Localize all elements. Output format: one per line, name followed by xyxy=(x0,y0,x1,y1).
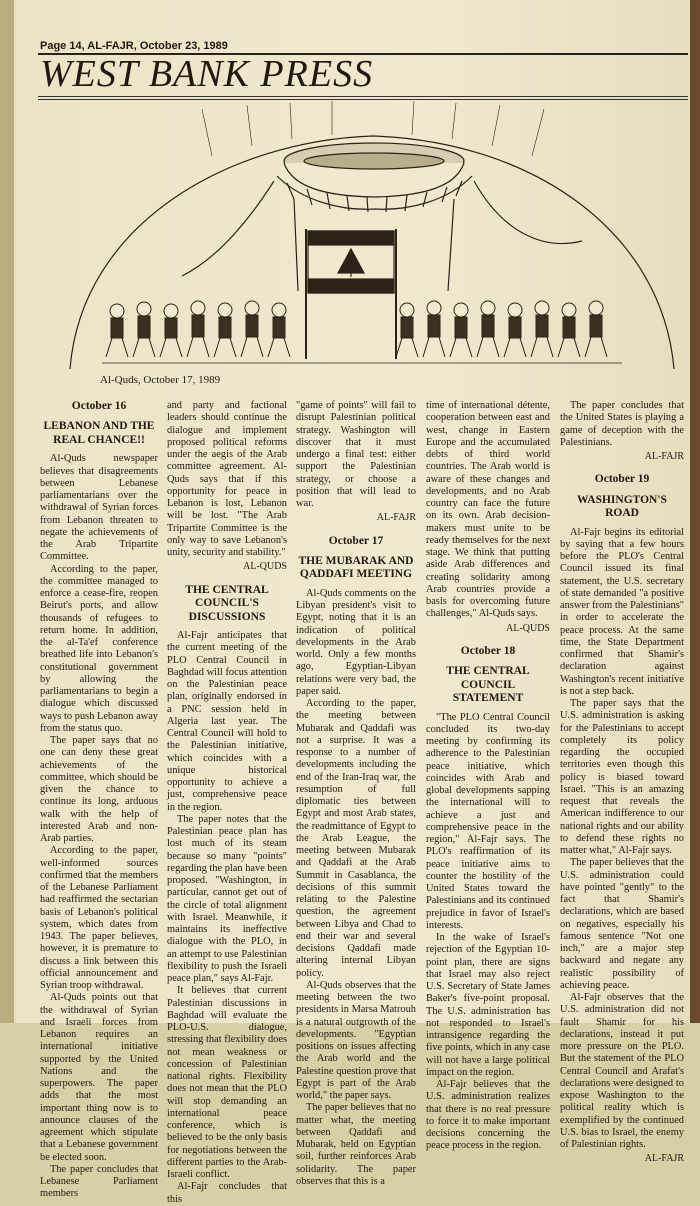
page-binding xyxy=(0,0,14,1023)
article-headline: THE CENTRAL COUNCIL'S DISCUSSIONS xyxy=(185,583,269,623)
article-paragraph: Al-Fajr believes that the U.S. administration realizes that there is no real pressure to force it to make important decisions concerning the peace process in the region. xyxy=(426,1079,550,1152)
column-2 xyxy=(167,400,287,1206)
article-paragraph: time of international détente, cooperation between east and west, change in Eastern Europe and the accumulated debts of third world countries. The Arab world is aware of these changes and developments, and no Arab country can face the future on its own. Arab decision-makers must unite to be ready themselves for the next stage. We think that putting aside Arab differences and creating solidarity among Arab countries provide a basis for overcoming future challenges," Al-Quds says. xyxy=(426,400,550,620)
column-date: October 16 xyxy=(71,400,127,412)
article-paragraph: Al-Fajr anticipates that the current meeting of the PLO Central Council in Baghdad will focus attention on the Palestinian peace plan, originally endorsed in a PNC session held in Algeria last year. The Central Council will hold to the Palestinian initiative, which coincides with a unique historical opportunity to achieve a just, comprehensive peace in the region. xyxy=(167,630,287,813)
article-paragraph: In the wake of Israel's rejection of the Egyptian 10-point plan, there are signs that Israel may also reject U.S. Secretary of State James Baker's five-point proposal. The U.S. administration has not responded to Israel's intransigence regarding the five points, which in any case will not have a large political impact on the region. xyxy=(426,932,550,1078)
soldiers-left xyxy=(106,301,290,357)
source-signature: AL-QUDS xyxy=(243,561,287,573)
article-paragraph: It believes that current Palestinian discussions in Baghdad will evaluate the PLO-U.S. dialogue, stressing that flexibility does not mean weakness or concession of Palestinian national rights. Flexibility does not mean that the PLO will stop demanding an international peace conference, which is believed to be the only basis for negotiations between the different parties to the Arab-Israeli conflict. xyxy=(167,985,287,1180)
source-signature: AL-FAJR xyxy=(376,512,416,524)
article-paragraph: The paper believes that no matter what, the meeting between Qaddafi and Mubarak, held on Egyptian soil, further reinforces Arab solidarity. The paper observes that this is a xyxy=(296,1102,416,1187)
column-5 xyxy=(560,400,684,1176)
column-date: October 19 xyxy=(594,473,650,486)
article-headline: THE MUBARAK AND QADDAFI MEETING xyxy=(298,554,414,581)
column-1 xyxy=(40,400,158,1201)
title-rule-2 xyxy=(38,99,688,100)
article-headline: LEBANON AND THE REAL CHANCE!! xyxy=(43,420,155,446)
article-paragraph: The paper says that no one can deny these great achievements of the committee, which should be given the chance to continue its long, arduous walk with the help of interested Arab and non-Arab parties. xyxy=(40,735,158,844)
cartoon-credit: Al-Quds, October 17, 1989 xyxy=(100,374,221,386)
article-paragraph: Al-Fajr begins its editorial by saying that a few hours before the PLO's Central Council issued its final statement, the U.S. secretary of state demanded "a positive answer from the Palestinians" in order to accelerate the peace process. At the same time, the State Department confirmed that Shamir's declaration against Washington's recent initiative is not a step back. xyxy=(560,526,684,697)
article-paragraph: Al-Fajr concludes that this xyxy=(167,1181,287,1205)
article-paragraph: The paper concludes that the United States is playing a game of deception with the Palestinians. xyxy=(560,400,684,448)
title-rule xyxy=(38,96,688,97)
article-paragraph: The paper believes that the U.S. administration could have pointed "gently" to the fact that Shamir's declarations, which are based on negatives, especially his famous sentence "Not one inch," are a major step backward and negate any realistic possibility of achieving peace. xyxy=(560,857,684,991)
article-paragraph: Al-Quds observes that the meeting between the two presidents in Marsa Matrouh is a natural outgrowth of the developments. "Egyptian positions on issues affecting the Arab world and the Palestine question prove that Egypt is part of the Arab world," the paper says. xyxy=(296,979,416,1101)
column-date: October 18 xyxy=(460,644,516,657)
article-paragraph: According to the paper, the meeting between Mubarak and Qaddafi was not a surprise. It was a response to a number of developments including the end of the Iran-Iraq war, the resumption of full diplomatic ties between Egypt and most Arab states, the readmittance of Egypt to the Arab League, the meeting between Mubarak and Qaddafi at the Arab Summit in Casablanca, the decisions of this summit relating to the Palestine question, the agreement between Libya and Chad to end their war and several decisions Qaddafi made altering internal Libyan policy. xyxy=(296,698,416,979)
column-3 xyxy=(296,400,416,1188)
article-paragraph: Al-Quds newspaper believes that disagreements between Lebanese parliamentarians over the withdrawal of Syrian forces from Lebanon threaten to negate the achievements of the Arab Tripartite Committee. xyxy=(40,453,158,563)
source-signature: AL-FAJR xyxy=(644,451,684,462)
article-paragraph: The paper concludes that Lebanese Parliament members xyxy=(40,1163,158,1200)
source-signature: AL-FAJR xyxy=(644,1153,684,1165)
article-paragraph: Al-Fajr observes that the U.S. administration did not fault Shamir for his declarations, instead it put more pressure on the PLO. But the statement of the PLO Central Council and Arafat's declarations were designed to expose Washington to the political reality which is exemplified by the continued U.S. bias to Israel, the enemy of Palestinian rights. xyxy=(560,992,684,1150)
article-paragraph: The paper says that the U.S. administration is asking for the Palestinians to accept completely its policy regarding the occupied territories even though this policy is biased toward Israel. "This is an amazing request that reveals the American indifference to our national rights and our ability to defend these rights no matter what," Al-Fajr says. xyxy=(560,698,684,856)
article-paragraph: According to the paper, well-informed sources confirmed that the members of the Lebanese Parliament had reaffirmed the sectarian basis of Lebanon's political system, which dates from 1943. The paper believes, however, it is premature to discuss a link between this official announcement and Syrian troop withdrawal. xyxy=(40,845,158,991)
political-cartoon xyxy=(62,101,680,391)
article-paragraph: The paper notes that the Palestinian peace plan has lost much of its steam because so many "points" regarding the plan have been proposed. "Washington, in particular, cannot get out of the circle of total alignment with Israel. Meanwhile, it maintains its ineffective dialogue with the PLO, in an attempt to use Palestinian flexibility to push the Israeli peace plan," says Al-Fajr. xyxy=(167,813,288,984)
article-paragraph: Al-Quds comments on the Libyan president's visit to Egypt, noting that it is an indication of political developments in the Arab world. Only a few months ago, Egyptian-Libyan relations were very bad, the paper said. xyxy=(296,587,416,697)
article-headline: THE CENTRAL COUNCIL STATEMENT xyxy=(446,665,530,704)
column-date: October 17 xyxy=(328,534,384,547)
source-signature: AL-QUDS xyxy=(506,622,550,634)
article-paragraph: "The PLO Central Council concluded its two-day meeting by confirming its adherence to the Palestinian peace initiative, which coincides with Arab and global developments sapping the international will to achieve a just and comprehensive peace in the region," Al-Fajr says. The PLO's reaffirmation of its peace initiative aims to counter the hostility of the United States toward the Palestinians and its continued prejudice in favor of Israel's interests. xyxy=(426,711,550,931)
article-paragraph: "game of points" will fail to disrupt Palestinian political strategy. Washington will discover that it must undergo a final test: either support the Palestinian strategy, or choose a position that will lead to war. xyxy=(296,400,416,509)
section-title: WEST BANK PRESS xyxy=(40,53,374,95)
column-4 xyxy=(426,400,550,1153)
soldiers-right xyxy=(396,301,607,357)
article-paragraph: and party and factional leaders should continue the dialogue and implement proposed political reforms under the aegis of the Arab committee agreement. Al-Quds says that if this opportunity for peace in Lebanon is lost, Lebanon will be lost. "The Arab Tripartite Committee is the only way to save Lebanon's unity, security and stability." xyxy=(167,400,287,558)
page-edge xyxy=(690,0,700,1023)
article-paragraph: According to the paper, the committee managed to enforce a cease-fire, reopen Beirut's ports, and allow thousands of refugees to return home. In addition, the al-Ta'ef conference breathed life into Lebanon's constitutional government by allowing the parliamentarians to begin a dialogue which discussed ways to push Lebanon away from the status quo. xyxy=(40,563,158,734)
article-headline: WASHINGTON'S ROAD xyxy=(577,493,667,519)
article-paragraph: Al-Quds points out that the withdrawal of Syrian and Israeli forces from Lebanon requires an international initiative supported by the United Nations and the superpowers. The paper adds that the most important thing now is to announce clauses of the agreement which stipulate that a Lebanese government be elected soon. xyxy=(40,992,158,1163)
running-head: Page 14, AL-FAJR, October 23, 1989 xyxy=(40,40,228,52)
